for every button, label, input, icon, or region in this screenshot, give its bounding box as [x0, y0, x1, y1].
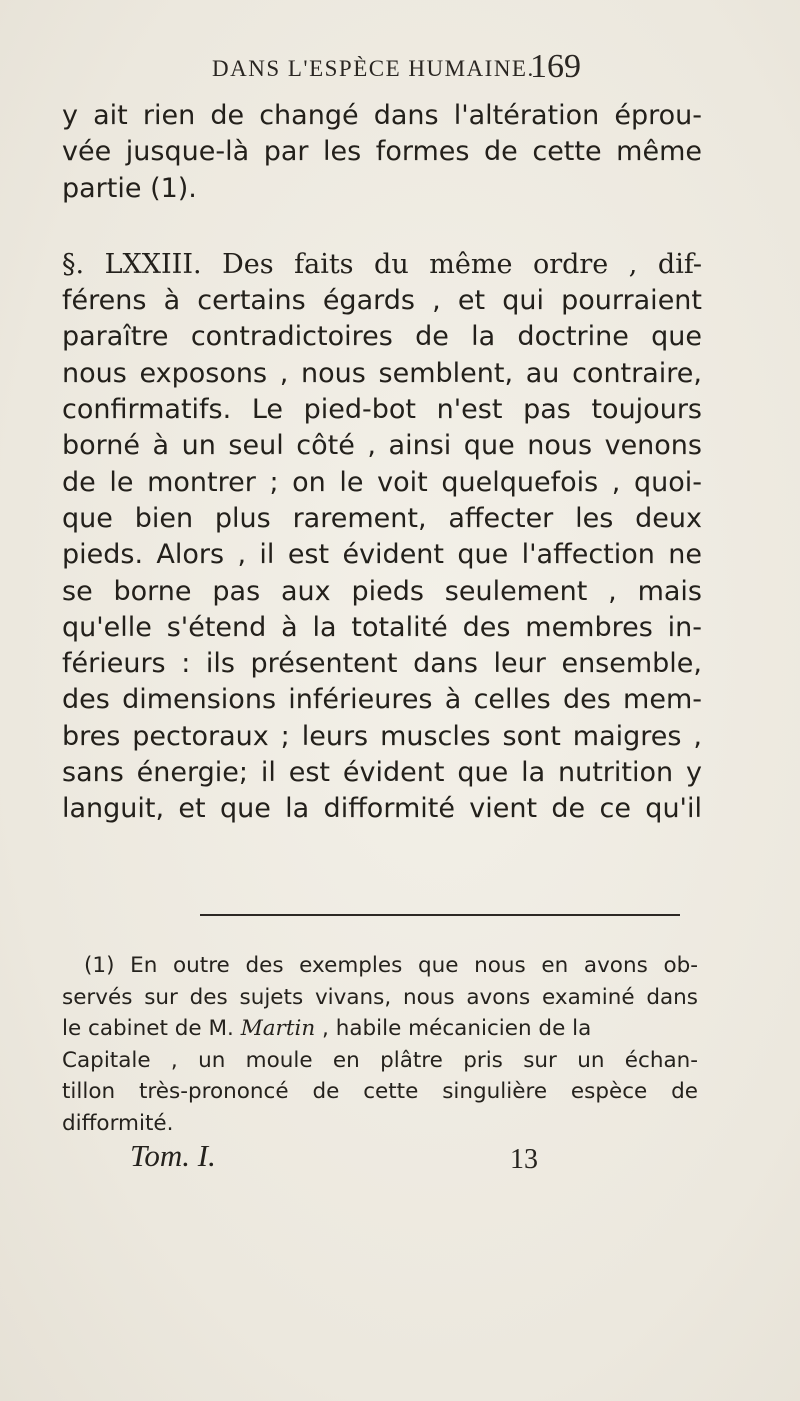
text-line: sans énergie; il est évident que la nutrition y: [62, 757, 702, 789]
page-header: [0, 50, 800, 90]
footnote-line-with-name: [62, 1013, 698, 1045]
text-line: que bien plus rarement, affecter les deux: [62, 502, 702, 534]
text-line: pieds. Alors , il est évident que l'affection ne: [62, 539, 702, 571]
footnote-line: difformité.: [62, 1110, 174, 1136]
text-line: se borne pas aux pieds seulement , mais: [62, 575, 702, 607]
footnote-line: (1) En outre des exemples que nous en avons ob-: [84, 953, 698, 978]
footnote-text: le cabinet de M.: [62, 1016, 234, 1041]
paragraph-gap: [62, 207, 702, 247]
text-line: partie (1).: [62, 172, 197, 204]
main-text: [62, 98, 702, 828]
page-footer: [130, 1138, 610, 1178]
volume-label: Tom. I.: [130, 1138, 216, 1173]
running-head: DANS L'ESPÈCE HUMAINE.: [212, 56, 535, 81]
footnote: [62, 950, 698, 1139]
footnote-line: Capitale , un moule en plâtre pris sur un échan-: [62, 1047, 698, 1073]
text-line: nous exposons , nous semblent, au contraire,: [62, 357, 702, 389]
text-line: borné à un seul côté , ainsi que nous venons: [62, 430, 702, 462]
text-line: confirmatifs. Le pied-bot n'est pas toujours: [62, 394, 702, 426]
section-heading-line: §. LXXIII. Des faits du même ordre , dif-: [62, 248, 702, 280]
text-line: de le montrer ; on le voit quelquefois , quoi-: [62, 466, 702, 498]
footnote-divider: [200, 914, 680, 916]
text-line: qu'elle s'étend à la totalité des membres in-: [62, 611, 702, 643]
footnote-text: , habile mécanicien de la: [322, 1016, 592, 1041]
footnote-line: servés sur des sujets vivans, nous avons examiné dans: [62, 984, 698, 1010]
footnote-line: tillon très-prononcé de cette singulière espèce de: [62, 1079, 698, 1104]
text-line: y ait rien de changé dans l'altération éprou-: [62, 100, 702, 131]
text-line: férens à certains égards , et qui pourraient: [62, 285, 702, 317]
text-line: férieurs : ils présentent dans leur ensemble,: [62, 648, 702, 680]
page-number: 169: [530, 48, 581, 85]
text-line: paraître contradictoires de la doctrine que: [62, 321, 702, 353]
text-line: languit, et que la difformité vient de ce qu'il: [62, 793, 702, 825]
text-line: vée jusque-là par les formes de cette même: [62, 136, 702, 168]
signature-mark: 13: [510, 1144, 538, 1175]
footnote-proper-name: Martin: [240, 1016, 316, 1041]
text-line: bres pectoraux ; leurs muscles sont maigres ,: [62, 720, 702, 752]
text-line: des dimensions inférieures à celles des mem-: [62, 684, 702, 716]
